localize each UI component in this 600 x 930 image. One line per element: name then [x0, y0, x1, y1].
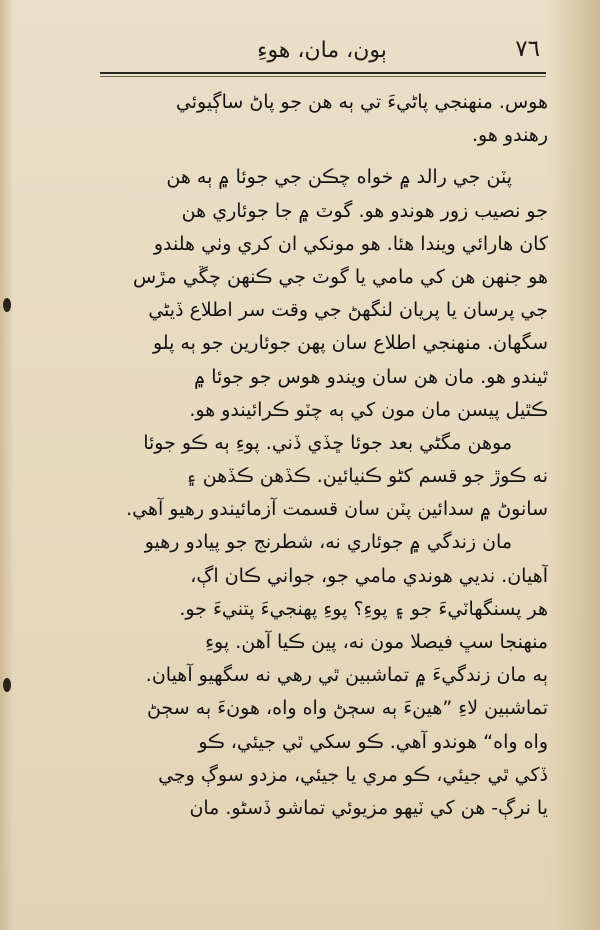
text-line: آهيان. نديي هوندي مامي جو، جواني ڪان اڳ،	[190, 564, 548, 587]
body-text	[98, 86, 548, 825]
text-line: جو نصيب زور هوندو هو. گوٽ ۾ جا جوئاري هن	[181, 199, 548, 222]
text-line: رهندو هو.	[472, 124, 548, 147]
text-line: موهن مگڻي بعد جوئا ڇڏي ڏني. پوءِ ٻه ڪو جوئا	[143, 431, 512, 454]
text-line: يا نرڳ- هن کي ٽيهو مزيوئي تماشو ڏسڻو. مان	[189, 796, 548, 819]
text-line: سانوڻ ۾ سدائين پٽن سان قسمت آزمائيندو رهيو آهي.	[126, 498, 548, 521]
paragraph-break	[98, 152, 548, 161]
page-edge-shading	[548, 0, 600, 930]
text-line: منهنجا سڀ فيصلا مون نه، پين ڪيا آهن. پوءِ	[205, 631, 548, 653]
text-line: هو جنهن هن کي مامي يا گوٽ جي ڪنهن چڱي مڙس	[132, 265, 548, 288]
header-rule	[100, 72, 546, 74]
binding-hole	[3, 298, 11, 312]
text-line: سگهان. منهنجي اطلاع سان پهن جوئارين جو ٻه پلو	[152, 332, 548, 355]
page-header	[100, 36, 544, 68]
text-line: پٽن جي رالد ۾ خواه چڪن جي جوئا ۾ ٻه هن	[166, 166, 512, 189]
text-line: هر پسنگهاٽيءَ جو ۽ پوءِ؟ پوءِ پهنجيءَ پتنيءَ جو.	[179, 597, 548, 620]
text-line: ڪٿيل پيسن مان مون کي ٻه چٽو ڪرائيندو هو.	[189, 398, 548, 421]
text-line: نه ڪوڙ جو قسم کڻو ڪنيائين. ڪڏهن ڪڏهن ۽	[185, 465, 548, 488]
text-line: ٿيندو هو. مان هن سان ويندو هوس جو جوئا ۾	[194, 365, 548, 388]
text-line: کان هارائي ويندا هئا. هو مونکي ان کري وٺي هلندو	[153, 232, 548, 255]
page-gutter-shadow	[0, 0, 14, 930]
header-rule-thin	[100, 76, 546, 77]
text-line: ڏکي ٿي جيئي، ڪو مري يا جيئي، مزدو سوڳ وڃي	[158, 763, 548, 786]
page-number: ٧٦	[515, 36, 540, 62]
text-line: واه واه“ هوندو آهي. ڪو سکي ٿي جيئي، ڪو	[198, 730, 548, 753]
text-line: جي پرسان يا پريان لنگهڻ جي وقت سر اطلاع ڏيڻي	[148, 299, 548, 322]
running-title: ٻون، مان، هوءِ	[257, 38, 387, 63]
text-line: مان زندگي ۾ جوئاري نه، شطرنج جو پيادو رهيو	[144, 531, 512, 554]
text-line: هوس. منهنجي پاڻيءَ تي ٻه هن جو پاڻ ساڳيوئي	[175, 91, 548, 113]
text-line: تماشبين لاءِ ”هينءَ ٻه سڄڻ واه واه، هونءَ ٻه سڄڻ	[147, 697, 548, 720]
binding-hole	[3, 678, 11, 692]
text-line: ٻه مان زندگيءَ ۾ تماشبين ٿي رهي نه سگهيو آهيان.	[145, 664, 548, 687]
